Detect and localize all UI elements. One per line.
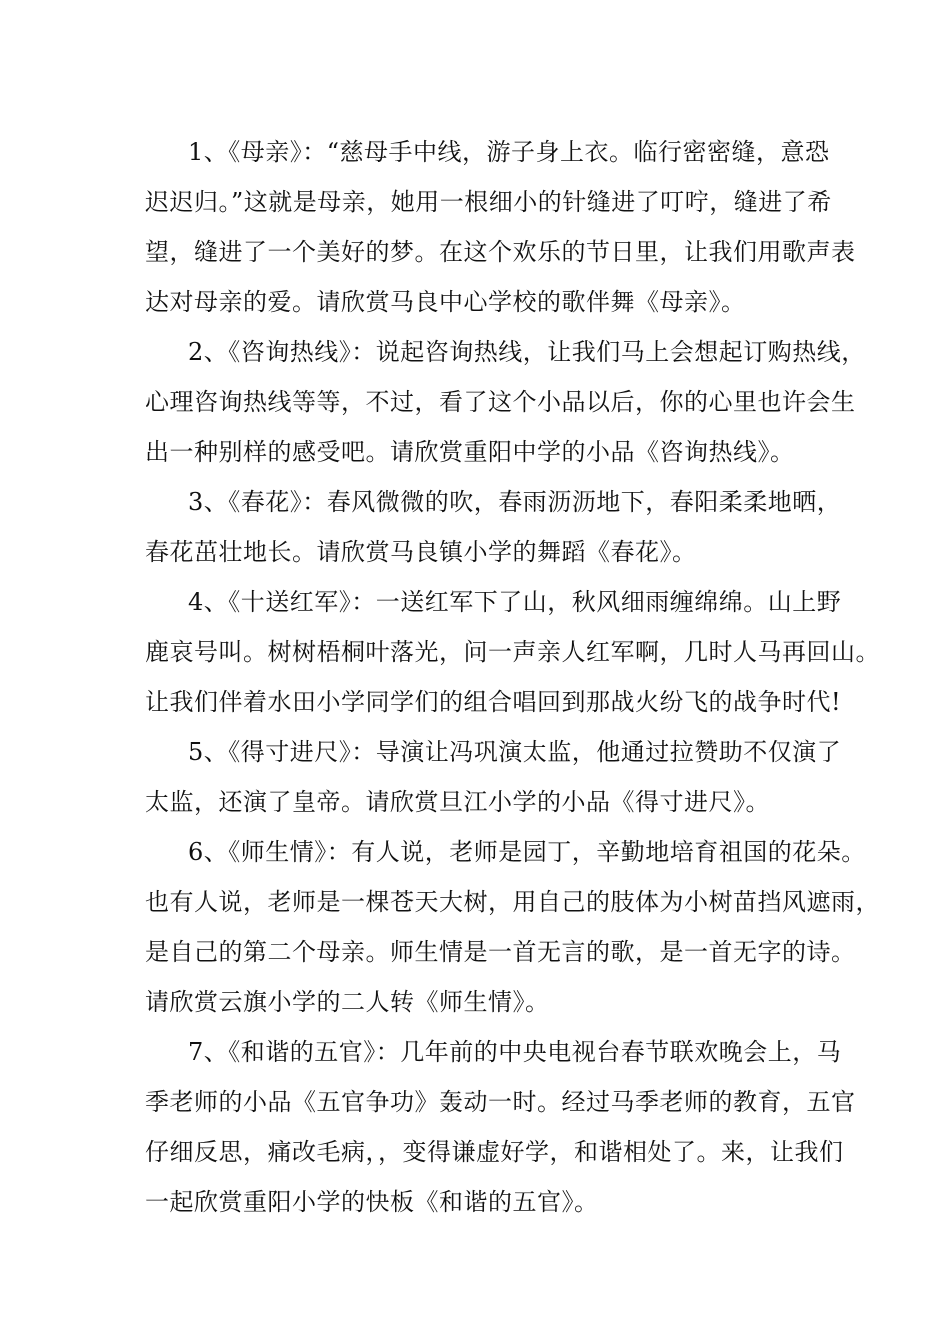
paragraph-3-line-2: 春花茁壮地长。请欣赏马良镇小学的舞蹈《春花》。 <box>145 538 697 566</box>
paragraph-2-line-2: 心理咨询热线等等，不过，看了这个小品以后，你的心里也许会生 <box>145 388 856 416</box>
paragraph-7-line-2: 季老师的小品《五官争功》轰动一时。经过马季老师的教育，五官 <box>145 1088 856 1116</box>
paragraph-1-line-1: 1、《母亲》：“慈母手中线，游子身上衣。临行密密缝，意恐 <box>188 138 830 166</box>
paragraph-1-line-3: 望，缝进了一个美好的梦。在这个欢乐的节日里，让我们用歌声表 <box>145 238 856 266</box>
paragraph-2-line-3: 出一种别样的感受吧。请欣赏重阳中学的小品《咨询热线》。 <box>145 438 795 466</box>
paragraph-1-line-2: 迟迟归。”这就是母亲，她用一根细小的针缝进了叮咛，缝进了希 <box>145 188 832 216</box>
paragraph-6-line-4: 请欣赏云旗小学的二人转《师生情》。 <box>145 988 550 1016</box>
paragraph-6-line-2: 也有人说，老师是一棵苍天大树，用自己的肢体为小树苗挡风遮雨， <box>145 888 880 916</box>
paragraph-7-line-1: 7、《和谐的五官》：几年前的中央电视台春节联欢晚会上，马 <box>188 1038 842 1066</box>
paragraph-1-line-4: 达对母亲的爱。请欣赏马良中心学校的歌伴舞《母亲》。 <box>145 288 746 316</box>
paragraph-4-line-1: 4、《十送红军》：一送红军下了山，秋风细雨缠绵绵。山上野 <box>188 588 842 616</box>
paragraph-7-line-3: 仔细反思，痛改毛病，，变得谦虚好学，和谐相处了。来，让我们 <box>145 1138 844 1166</box>
paragraph-4-line-2: 鹿哀号叫。树树梧桐叶落光，问一声亲人红军啊，几时人马再回山。 <box>145 638 880 666</box>
paragraph-6-line-1: 6、《师生情》：有人说，老师是园丁，辛勤地培育祖国的花朵。 <box>188 838 866 866</box>
paragraph-4-line-3: 让我们伴着水田小学同学们的组合唱回到那战火纷飞的战争时代! <box>145 688 842 716</box>
paragraph-5-line-2: 太监，还演了皇帝。请欣赏旦江小学的小品《得寸进尺》。 <box>145 788 770 816</box>
paragraph-5-line-1: 5、《得寸进尺》：导演让冯巩演太监，他通过拉赞助不仅演了 <box>188 738 842 766</box>
paragraph-7-line-4: 一起欣赏重阳小学的快板《和谐的五官》。 <box>145 1188 599 1216</box>
paragraph-2-line-1: 2、《咨询热线》：说起咨询热线，让我们马上会想起订购热线， <box>188 338 866 366</box>
paragraph-6-line-3: 是自己的第二个母亲。师生情是一首无言的歌，是一首无字的诗。 <box>145 938 856 966</box>
paragraph-3-line-1: 3、《春花》：春风微微的吹，春雨沥沥地下，春阳柔柔地晒， <box>188 488 842 516</box>
